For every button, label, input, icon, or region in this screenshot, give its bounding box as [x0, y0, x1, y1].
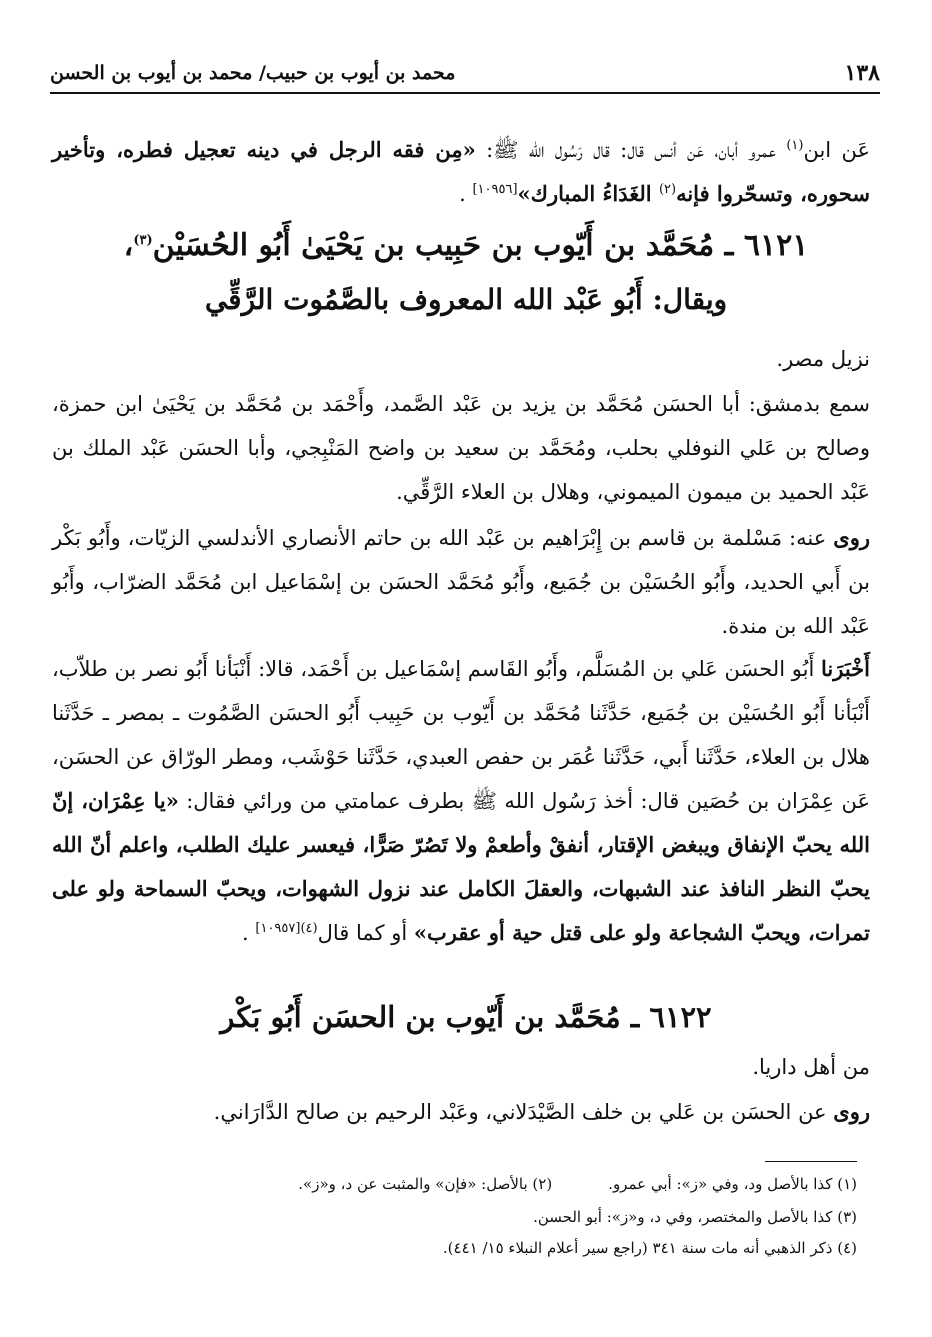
page-number: ١٣٨ [844, 60, 880, 86]
isnad-text: أَبُو الحسَن عَلي بن المُسَلَّم، وأَبُو القَاسم إسْمَاعيل بن أَحْمَد، قالا: أَنْبَأنا أَبُو نصر بن طلاّب، أَنْبَأنا أَبُو الحُسَيْن بن جُمَيع، حَدَّثَنا مُحَمَّد بن أَيّوب بن حَبِيب أَبُو الحسَن الصَّمُوت ـ بمصر ـ حَدَّثَنا هلال بن العلاء، حَدَّثَنا أَبي، حَدَّثَنا عُمَر بن حفص العبدي، حَدَّثَنا حَوْشَب، ومطر الورّاق عن الحسَن، عَن عِمْرَان بن حُصَين قال: أخذ رَسُول الله ﷺ بطرف عمامتي من ورائي فقال: [52, 657, 870, 813]
footnote-2: (٢) بالأصل: «فإن» والمثبت عن د، و«ز». [298, 1175, 553, 1193]
footnote-ref-4[interactable]: (٤) [300, 921, 318, 936]
hadith-matn: «يا عِمْرَان، إنّ الله يحبّ الإنفاق ويبغض الإقتار، أنفقْ وأطعمْ ولا تَصُرّ صَرًّا، فيعسر عليك الطلب، واعلم أنّ الله يحبّ النظر النافذ عند الشبهات، والعقلَ الكامل عند نزول الشهوات، ويحبّ السماحة ولو على تمرات، ويحبّ الشجاعة ولو على قتل حية أو عقرب» [52, 788, 870, 945]
narrated-label-2: روى [833, 1099, 870, 1124]
entry-6121-narrators [52, 516, 870, 648]
akhbarana-label: أَخْبَرَنا [821, 656, 870, 681]
entry-6121-hadith [52, 647, 870, 955]
hadith-number: [١٠٩٥٦] [472, 182, 518, 197]
hadith-tail: أو كما قال [317, 921, 414, 945]
narrators-text: عنه: مَسْلمة بن قاسم بن إِبْرَاهيم بن عَبْد الله بن حاتم الأنصاري الأندلسي الزيّات، وأَبُو بَكْر بن أَبي الحديد، وأَبُو الحُسَيْن بن جُمَيع، وأَبُو مُحَمَّد الحسَن بن إسْمَاعيل ابن مُحَمَّد الضرّاب، وأَبُو عَبْد الله بن مندة. [52, 526, 870, 638]
footnote-ref-1[interactable]: (١) [786, 138, 804, 153]
narrators-text-2: عن الحسَن بن عَلي بن خلف الصَّيْدَلاني، وعَبْد الرحيم بن صالح الدَّارَاني. [213, 1100, 834, 1124]
hadith-end: . [242, 921, 256, 945]
intro-paragraph [52, 128, 870, 216]
entry-6122-narrators [52, 1090, 870, 1134]
footnote-4: (٤) ذكر الذهبي أنه مات سنة ٣٤١ (راجع سير أعلام النبلاء ١٥/ ٤٤١). [442, 1239, 857, 1257]
running-header [50, 52, 880, 94]
footnote-ref-2[interactable]: (٢) [658, 182, 677, 197]
entry-6121-title-text: ٦١٢١ ـ مُحَمَّد بن أَيّوب بن حَبِيب بن يَحْيَىٰ أَبُو الحُسَيْن [152, 228, 809, 263]
entry-6121-subtitle: ويقال: أَبُو عَبْد الله المعروف بالصَّمُوت الرَّقِّي [204, 283, 728, 316]
intro-text-b: عمرو أبان، عَن أنس قال: قال رَسُول الله ﷺ: [475, 138, 787, 162]
entry-6122-title: ٦١٢٢ ـ مُحَمَّد بن أَيّوب بن الحسَن أَبُو بَكْر [220, 1000, 712, 1034]
entry-6121-title [40, 228, 892, 263]
footnote-1: (١) كذا بالأصل ود، وفي «ز»: أبي عمرو. [608, 1175, 857, 1193]
footnote-divider [765, 1161, 857, 1162]
footnotes-row-1 [60, 1172, 857, 1196]
entry-6121-origin: نزيل مصر. [776, 347, 870, 371]
entry-6122-origin: من أهل داريا. [752, 1055, 870, 1079]
intro-text-a: عَن ابن [803, 138, 870, 162]
entry-6121-title-comma: ، [123, 228, 134, 263]
hadith-quote-b: الغَدَاءُ المبارك» [517, 181, 659, 206]
hadith-number-2: [١٠٩٥٧] [255, 921, 301, 936]
entry-6121-heard: سمع بدمشق: أبا الحسَن مُحَمَّد بن يزيد بن عَبْد الصَّمد، وأَحْمَد بن مُحَمَّد بن يَحْيَىٰ ابن حمزة، وصالح بن عَلي النوفلي بحلب، ومُحَمَّد بن سعيد بن واضح المَنْبِجي، وأبا الحسَن عَبْد الملك بن عَبْد الحميد بن ميمون الميموني، وهلال بن العلاء الرَّقِّي. [52, 392, 870, 504]
footnote-ref-3[interactable]: (٣) [133, 233, 153, 248]
narrated-label: روى [833, 525, 870, 550]
footnote-3: (٣) كذا بالأصل والمختصر، وفي د، و«ز»: أبو الحسن. [533, 1208, 857, 1226]
hadith-quote-a: «مِن فقه الرجل في دينه تعجيل فطره، وتأخير سحوره، وتسحّروا فإنه [52, 137, 870, 206]
running-title: محمد بن أيوب بن حبيب/ محمد بن أيوب بن الحسن [50, 62, 456, 84]
intro-end: . [459, 182, 473, 206]
